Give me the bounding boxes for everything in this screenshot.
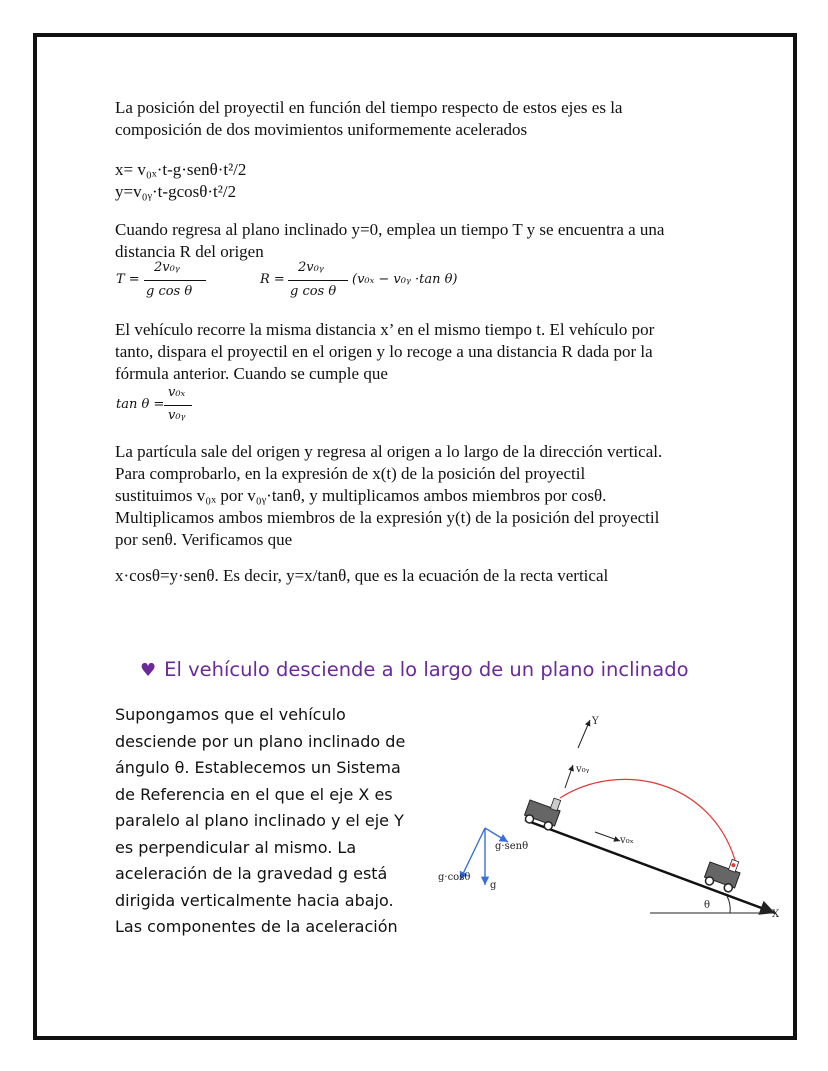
formula-R-numerator: 2v₀ᵧ [298,260,324,275]
text-line: es perpendicular al mismo. La [115,837,357,857]
g-sen-label: g·senθ [495,841,529,852]
text-line: dirigida verticalmente hacia abajo. [115,890,394,910]
g-label: g [490,880,497,891]
y-axis-arrow [578,720,590,748]
equations-xy [115,159,715,203]
formula-R-denominator: g cos θ [290,284,337,299]
x-axis-label: X [772,909,780,920]
y-axis-label: Y [592,716,599,727]
projectile-trajectory [560,779,735,860]
fraction-bar [144,280,206,281]
text-line: La posición del proyectil en función del tiempo respecto de estos ejes es la [115,98,623,117]
text-line: tanto, dispara el proyectil en el origen y lo recoge a una distancia R dada por la [115,342,653,361]
g-sen-vector [485,828,508,842]
formula-tan-lhs: tan θ = [116,397,165,412]
text-line: por senθ. Verificamos que [115,530,293,549]
text-line: de Referencia en el que el eje X es [115,784,393,804]
text-line: distancia R del origen [115,242,264,261]
v0y-label: v₀ᵧ [576,764,590,775]
text-line: El vehículo recorre la misma distancia x’ en el mismo tiempo t. El vehículo por [115,320,655,339]
formula-tan-numerator: v₀ₓ [168,385,186,400]
text-line: x·cosθ=y·senθ. Es decir, y=x/tanθ, que es la ecuación de la recta vertical [115,566,609,585]
section-title: El vehículo desciende a lo largo de un plano inclinado [164,658,689,681]
text-line: desciende por un plano inclinado de [115,731,406,751]
text-line: La partícula sale del origen y regresa al origen a lo largo de la dirección vertical. [115,442,663,461]
text-line: Multiplicamos ambos miembros de la expresión y(t) de la posición del proyectil [115,508,660,527]
body-text-column [115,702,435,941]
formula-T-denominator: g cos θ [146,284,193,299]
formula-R-lhs: R = [260,272,285,287]
theta-label: θ [704,900,711,911]
text-line: composición de dos movimientos uniformemente acelerados [115,120,528,139]
formula-R [260,258,460,308]
equation-y: y=v₀ᵧ·t-gcosθ·t²/2 [115,182,237,201]
text-line: Supongamos que el vehículo [115,705,346,724]
formula-tan [116,384,216,432]
formula-T-lhs: T = [116,272,140,287]
angle-arc [727,896,730,913]
text-line: Cuando regresa al plano inclinado y=0, emplea un tiempo T y se encuentra a una [115,220,665,239]
v0x-label: v₀ₓ [620,835,634,846]
paragraph-1 [115,97,715,141]
text-line: aceleración de la gravedad g está [115,864,388,883]
text-line: fórmula anterior. Cuando se cumple que [115,364,388,383]
formula-T [116,258,236,308]
text-line: sustituimos v₀ₓ por v₀ᵧ·tanθ, y multiplicamos ambos miembros por cosθ. [115,486,607,505]
v0y-arrow [565,765,573,788]
inclined-plane-diagram [430,710,790,930]
fraction-bar [164,405,192,406]
formula-T-numerator: 2v₀ᵧ [154,260,180,275]
heart-icon: ♥ [140,660,157,681]
formula-tan-denominator: v₀ᵧ [168,408,186,423]
text-line: Para comprobarlo, en la expresión de x(t) de la posición del proyectil [115,464,586,483]
paragraph-4 [115,441,715,551]
text-line: ángulo θ. Establecemos un Sistema [115,758,401,777]
paragraph-2 [115,219,715,263]
v0x-arrow [595,832,620,841]
text-line: paralelo al plano inclinado y el eje Y [115,811,404,830]
formula-R-parenthesis: (v₀ₓ − v₀ᵧ ·tan θ) [352,272,458,287]
g-cos-label: g·cosθ [438,872,471,883]
text-line: Las componentes de la aceleración [115,917,398,936]
equation-x: x= v₀ₓ·t-g·senθ·t²/2 [115,160,247,179]
fraction-bar [288,280,348,281]
paragraph-5 [115,565,715,587]
paragraph-3 [115,319,715,385]
section-heading [140,658,689,681]
